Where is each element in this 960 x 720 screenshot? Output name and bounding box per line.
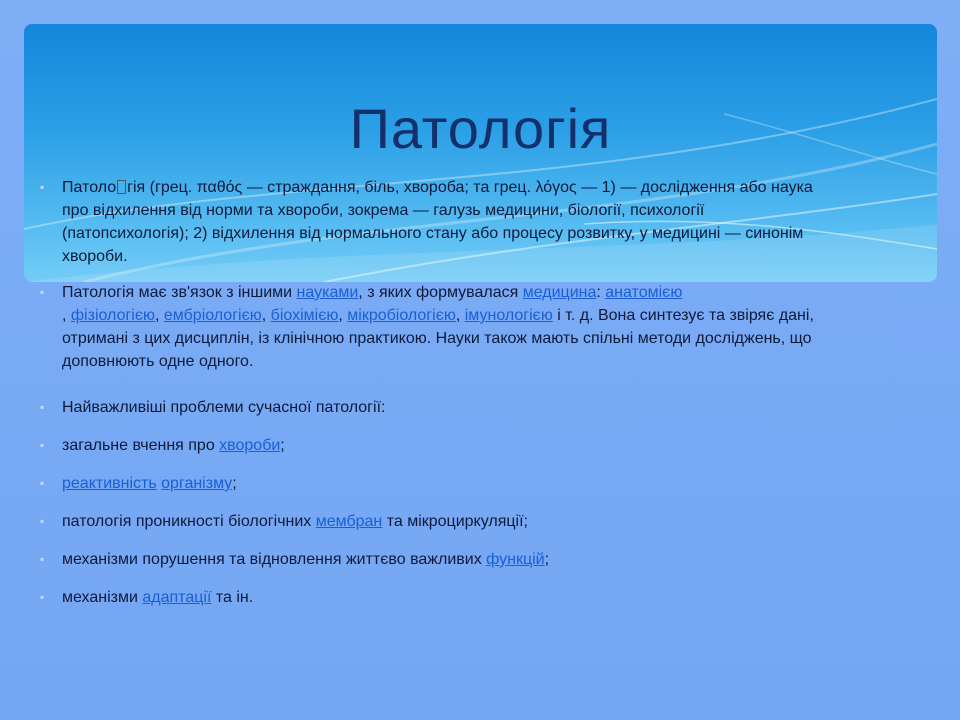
bullet-icon: ▪ <box>40 180 45 194</box>
list-item-diseases: ▪ загальне вчення про хвороби; <box>40 434 820 457</box>
bullet-icon: ▪ <box>40 285 45 299</box>
bullet-icon: ▪ <box>40 590 45 604</box>
link-reactivity[interactable]: реактивність <box>62 475 157 492</box>
bullet-icon: ▪ <box>40 400 45 414</box>
content-list <box>40 176 820 609</box>
bullet-icon: ▪ <box>40 552 45 566</box>
link-anatomy[interactable]: анатомією <box>605 284 683 301</box>
link-biochemistry[interactable]: біохімією <box>270 307 339 324</box>
link-functions[interactable]: функцій <box>486 551 545 568</box>
link-sciences[interactable]: науками <box>296 284 359 301</box>
list-item-definition: ▪ Патоло гія (грец. παθός — страждання, біль, хвороба; та грец. λόγος — 1) — дослідження або наука про відхилення від норми та хвороби, зокрема — галузь медицини, біології, психології (патопсихологія); 2) відхилення від нормального стану або процесу розвитку, у медицині — синонім хвороби. <box>40 176 820 268</box>
list-item-adaptation: ▪ механізми адаптації та ін. <box>40 586 820 609</box>
link-adaptation[interactable]: адаптації <box>142 589 212 606</box>
link-immunology[interactable]: імунологією <box>464 307 553 324</box>
bullet-icon: ▪ <box>40 514 45 528</box>
link-diseases[interactable]: хвороби <box>219 437 281 454</box>
list-item-relations: ▪ Патологія має зв'язок з іншими науками, з яких формувалася медицина: анатомією , фізіологією, ембріологією, біохімією, мікробіологією, імунологією і т. д. Вона синтезує та звіряє дані, отримані з цих дисциплін, із клінічною практикою. Науки також мають спільні методи досліджень, що доповнюють одне одного. <box>40 281 820 373</box>
link-physiology[interactable]: фізіологією <box>70 307 156 324</box>
link-medicine[interactable]: медицина <box>522 284 597 301</box>
link-embryology[interactable]: ембріологією <box>163 307 262 324</box>
list-item-problems-heading: ▪ Найважливіші проблеми сучасної патології: <box>40 396 820 419</box>
bullet-icon: ▪ <box>40 476 45 490</box>
missing-glyph-icon <box>117 180 126 194</box>
bullet-icon: ▪ <box>40 438 45 452</box>
link-organism[interactable]: організму <box>161 475 233 492</box>
page-title: Патологія <box>349 97 612 160</box>
link-membranes[interactable]: мембран <box>315 513 383 530</box>
link-microbiology[interactable]: мікробіологією <box>347 307 456 324</box>
list-item-membranes: ▪ патологія проникності біологічних мембран та мікроциркуляції; <box>40 510 820 533</box>
list-item-reactivity: ▪ реактивність організму; <box>40 472 820 495</box>
list-item-functions: ▪ механізми порушення та відновлення життєво важливих функцій; <box>40 548 820 571</box>
